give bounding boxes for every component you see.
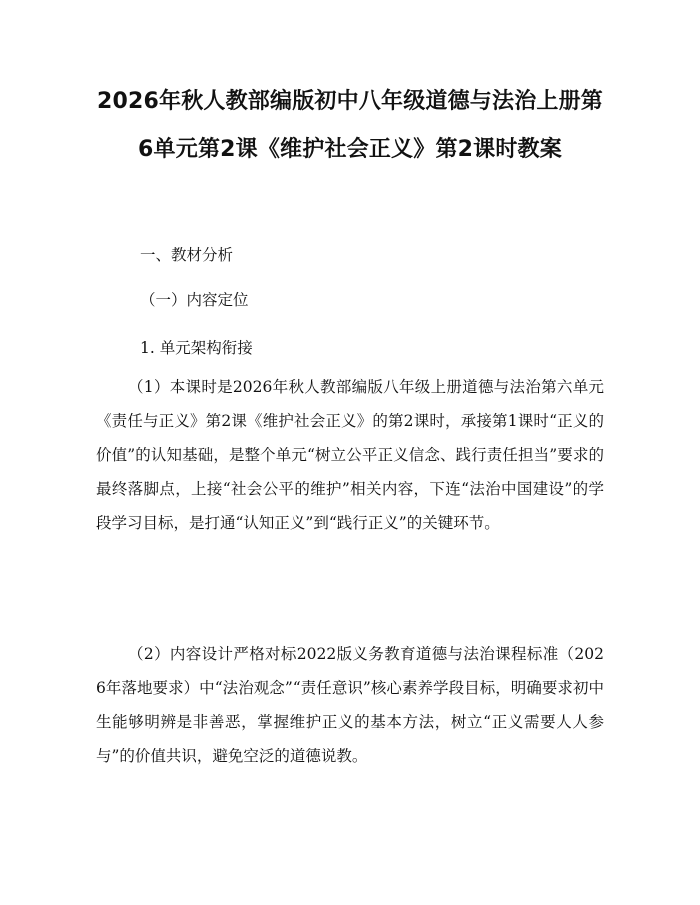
subsection-heading-content-positioning: （一）内容定位: [140, 291, 249, 309]
document-title: 2026年秋人教部编版初中八年级道德与法治上册第6单元第2课《维护社会正义》第2课时教案: [96, 89, 604, 162]
section-heading-textbook-analysis: 一、教材分析: [140, 246, 234, 264]
item-heading-unit-structure: 1. 单元架构衔接: [140, 339, 253, 357]
paragraph-2: （2）内容设计严格对标2022版义务教育道德与法治课程标准（2026年落地要求）中“法治观念”“责任意识”核心素养学段目标，明确要求初中生能够明辨是非善恶，掌握维护正义的基本方法，树立“正义需要人人参与”的价值共识，避免空泛的道德说教。: [96, 645, 604, 765]
paragraph-1: （1）本课时是2026年秋人教部编版八年级上册道德与法治第六单元《责任与正义》第2课《维护社会正义》的第2课时，承接第1课时“正义的价值”的认知基础，是整个单元“树立公平正义信念、践行责任担当”要求的最终落脚点，上接“社会公平的维护”相关内容，下连“法治中国建设”的学段学习目标，是打通“认知正义”到“践行正义”的关键环节。: [96, 378, 604, 532]
